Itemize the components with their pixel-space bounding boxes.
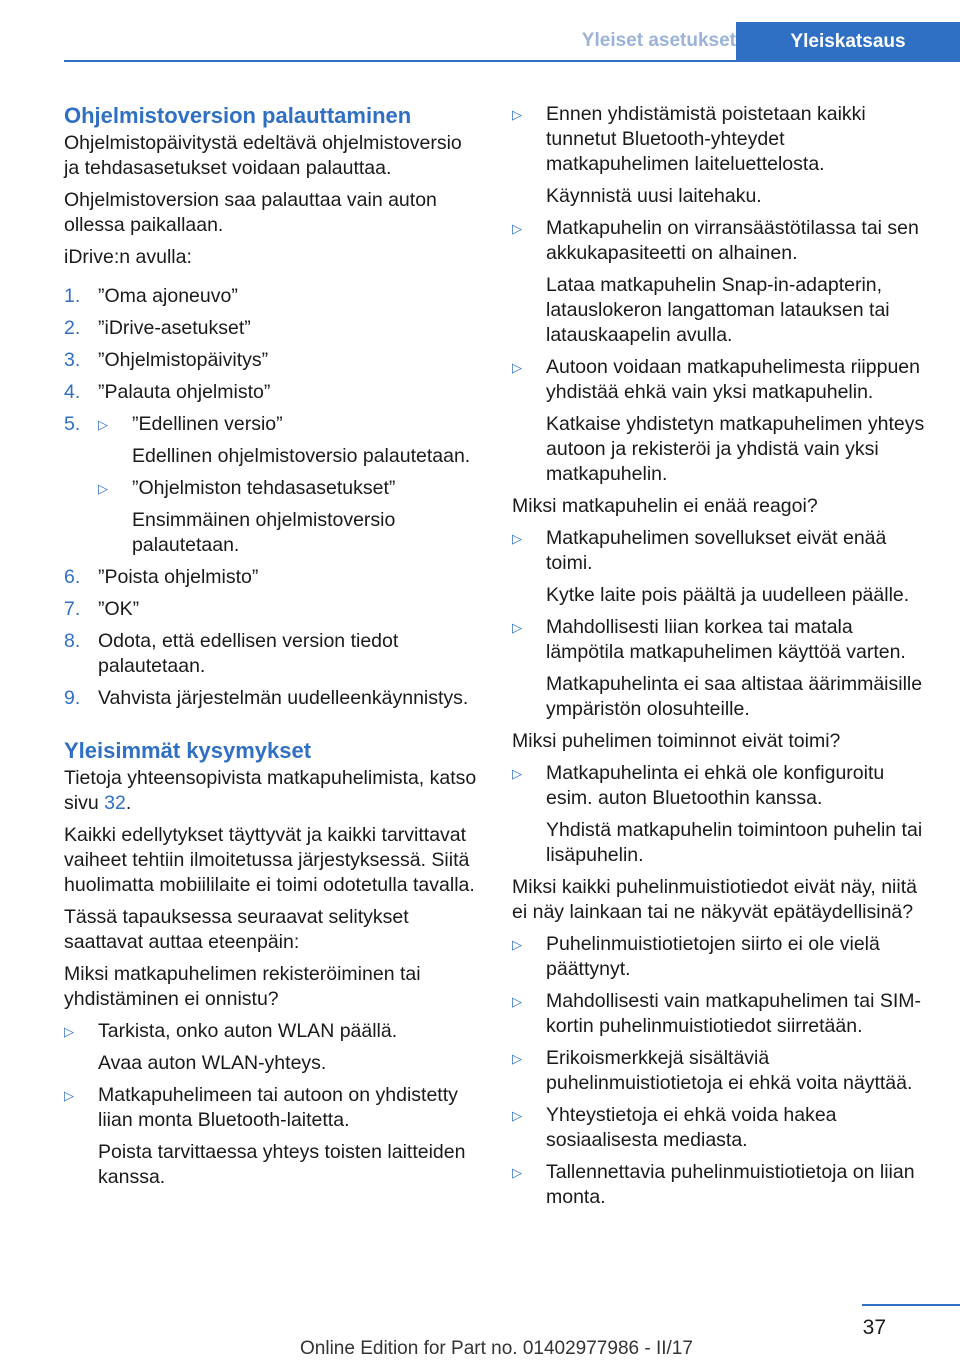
- step-number: 5.: [64, 413, 81, 435]
- step-number: 3.: [64, 349, 81, 371]
- paragraph: Ohjelmistopäivitystä edeltävä ohjelmistoversio ja tehdasasetukset voidaan palauttaa.: [64, 132, 462, 179]
- step-number: 8.: [64, 630, 81, 652]
- list-item: [64, 686, 482, 711]
- paragraph: iDrive:n avulla:: [64, 246, 192, 268]
- right-column: [512, 102, 932, 1217]
- step-number: 2.: [64, 317, 81, 339]
- step-text: ”Oma ajoneuvo”: [98, 285, 238, 307]
- triangle-bullet-icon: ▷: [512, 531, 522, 546]
- header-section-link[interactable]: Yleiset asetukset: [581, 30, 736, 51]
- answer-text: Matkapuhelinta ei ehkä ole konfiguroitu esim. auton Bluetoothin kanssa.: [546, 762, 885, 809]
- answer-text: Puhelinmuistiotietojen siirto ei ole vielä päättynyt.: [546, 933, 880, 980]
- answer-detail: Poista tarvittaessa yhteys toisten laitteiden kanssa.: [98, 1141, 466, 1188]
- step-number: 9.: [64, 687, 81, 709]
- paragraph: Ohjelmistoversion saa palauttaa vain auton ollessa paikallaan.: [64, 189, 437, 236]
- list-item: [512, 1046, 932, 1096]
- option-text: ”Ohjelmiston tehdasasetukset”: [132, 477, 396, 499]
- list-item: [512, 355, 932, 487]
- intro-text: Tietoja yhteensopivista matkapuhelimista, katso sivu: [64, 767, 477, 814]
- list-item: [512, 932, 932, 982]
- triangle-bullet-icon: ▷: [98, 417, 108, 432]
- triangle-bullet-icon: ▷: [64, 1024, 74, 1039]
- answer-detail: Kytke laite pois päältä ja uudelleen päälle.: [546, 584, 910, 606]
- triangle-bullet-icon: ▷: [512, 766, 522, 781]
- question: Miksi puhelimen toiminnot eivät toimi?: [512, 730, 841, 752]
- list-item: [512, 216, 932, 348]
- intro-punct: .: [125, 792, 132, 814]
- answer-detail: Matkapuhelinta ei saa altistaa äärimmäisille ympäristön olosuhteille.: [546, 673, 923, 720]
- list-item: [512, 1160, 932, 1210]
- step-text: ”OK”: [98, 598, 140, 620]
- answer-detail: Katkaise yhdistetyn matkapuhelimen yhteys autoon ja rekisteröi ja yhdistä vain yksi matkapuhelin.: [546, 413, 925, 485]
- list-item: [64, 629, 482, 679]
- step-text: Odota, että edellisen version tiedot palautetaan.: [98, 630, 399, 677]
- answer-detail: Lataa matkapuhelin Snap-in-adapterin, latauslokeron langattoman latauksen tai latauskaapelin avulla.: [546, 274, 890, 346]
- list-item: [512, 615, 932, 722]
- answer-list: [512, 102, 932, 487]
- list-item: [64, 565, 482, 590]
- answer-list: [64, 1019, 482, 1190]
- list-item: [64, 1019, 482, 1076]
- list-item: [64, 1083, 482, 1190]
- triangle-bullet-icon: ▷: [512, 937, 522, 952]
- answer-detail: Käynnistä uusi laitehaku.: [546, 185, 762, 207]
- page-reference-link[interactable]: 32: [104, 792, 126, 814]
- list-item: [64, 597, 482, 622]
- list-item: [98, 412, 482, 469]
- question: Miksi matkapuhelin ei enää reagoi?: [512, 495, 818, 517]
- step-text: Vahvista järjestelmän uudelleenkäynnistys.: [98, 687, 469, 709]
- question: Miksi kaikki puhelinmuistiotiedot eivät näy, niitä ei näy lainkaan tai ne näkyvät epätäydellisinä?: [512, 876, 917, 923]
- question: Miksi matkapuhelimen rekisteröiminen tai yhdistäminen ei onnistu?: [64, 963, 421, 1010]
- section-title-faq: Yleisimmät kysymykset: [64, 738, 312, 763]
- steps-list: [64, 284, 482, 711]
- option-detail: Ensimmäinen ohjelmistoversio palautetaan.: [132, 509, 396, 556]
- answer-list: [512, 932, 932, 1210]
- list-item: [64, 412, 482, 558]
- page-header: [0, 0, 960, 62]
- triangle-bullet-icon: ▷: [512, 1165, 522, 1180]
- list-item: [64, 380, 482, 405]
- step-text: ”iDrive-asetukset”: [98, 317, 251, 339]
- answer-list: [512, 761, 932, 868]
- answer-text: Erikoismerkkejä sisältäviä puhelinmuistiotietoja ei ehkä voita näyttää.: [546, 1047, 913, 1094]
- triangle-bullet-icon: ▷: [512, 1051, 522, 1066]
- triangle-bullet-icon: ▷: [512, 1108, 522, 1123]
- edition-text: Online Edition for Part no. 01402977986 - II/17: [300, 1338, 693, 1359]
- answer-detail: Avaa auton WLAN-yhteys.: [98, 1052, 327, 1074]
- step-number: 6.: [64, 566, 81, 588]
- answer-text: Ennen yhdistämistä poistetaan kaikki tunnetut Bluetooth-yhteydet matkapuhelimen laiteluettelosta.: [546, 103, 866, 175]
- list-item: [98, 476, 482, 558]
- paragraph: Tässä tapauksessa seuraavat selitykset saattavat auttaa eteenpäin:: [64, 906, 409, 953]
- answer-text: Matkapuhelimeen tai autoon on yhdistetty liian monta Bluetooth-laitetta.: [98, 1084, 458, 1131]
- answer-text: Tallennettavia puhelinmuistiotietoja on liian monta.: [546, 1161, 915, 1208]
- list-item: [512, 102, 932, 209]
- triangle-bullet-icon: ▷: [512, 221, 522, 236]
- answer-text: Mahdollisesti vain matkapuhelimen tai SIM-kortin puhelinmuistiotiedot siirretään.: [546, 990, 921, 1037]
- option-text: ”Edellinen versio”: [132, 413, 283, 435]
- list-item: [512, 1103, 932, 1153]
- step-text: ”Ohjelmistopäivitys”: [98, 349, 269, 371]
- step-number: 1.: [64, 285, 81, 307]
- answer-detail: Yhdistä matkapuhelin toimintoon puhelin tai lisäpuhelin.: [546, 819, 923, 866]
- list-item: [64, 316, 482, 341]
- list-item: [512, 761, 932, 868]
- header-chapter-tab[interactable]: Yleiskatsaus: [736, 22, 960, 62]
- step-number: 4.: [64, 381, 81, 403]
- triangle-bullet-icon: ▷: [512, 620, 522, 635]
- answer-list: [512, 526, 932, 722]
- header-rule: [64, 60, 960, 62]
- answer-text: Matkapuhelin on virransäästötilassa tai sen akkukapasiteetti on alhainen.: [546, 217, 919, 264]
- section-title-restore: Ohjelmistoversion palauttaminen: [64, 103, 412, 128]
- option-detail: Edellinen ohjelmistoversio palautetaan.: [132, 445, 471, 467]
- list-item: [64, 348, 482, 373]
- step-text: ”Poista ohjelmisto”: [98, 566, 259, 588]
- page-number: 37: [862, 1316, 886, 1339]
- paragraph: Kaikki edellytykset täyttyvät ja kaikki tarvittavat vaiheet tehtiin ilmoitetussa järjestyksessä. Siitä huolimatta mobiililaite ei toimi odotetulla tavalla.: [64, 824, 475, 896]
- step-text: ”Palauta ohjelmisto”: [98, 381, 271, 403]
- triangle-bullet-icon: ▷: [512, 994, 522, 1009]
- triangle-bullet-icon: ▷: [64, 1088, 74, 1103]
- list-item: [512, 989, 932, 1039]
- sub-options: [98, 412, 482, 558]
- list-item: [64, 284, 482, 309]
- answer-text: Yhteystietoja ei ehkä voida hakea sosiaalisesta mediasta.: [546, 1104, 837, 1151]
- footer-rule: [862, 1304, 960, 1306]
- triangle-bullet-icon: ▷: [512, 107, 522, 122]
- paragraph: [64, 766, 482, 816]
- answer-text: Matkapuhelimen sovellukset eivät enää toimi.: [546, 527, 887, 574]
- answer-text: Mahdollisesti liian korkea tai matala lämpötila matkapuhelimen käyttöä varten.: [546, 616, 906, 663]
- step-number: 7.: [64, 598, 81, 620]
- answer-text: Tarkista, onko auton WLAN päällä.: [98, 1020, 398, 1042]
- triangle-bullet-icon: ▷: [512, 360, 522, 375]
- list-item: [512, 526, 932, 608]
- left-column: [64, 102, 482, 1197]
- triangle-bullet-icon: ▷: [98, 481, 108, 496]
- answer-text: Autoon voidaan matkapuhelimesta riippuen yhdistää ehkä vain yksi matkapuhelin.: [546, 356, 920, 403]
